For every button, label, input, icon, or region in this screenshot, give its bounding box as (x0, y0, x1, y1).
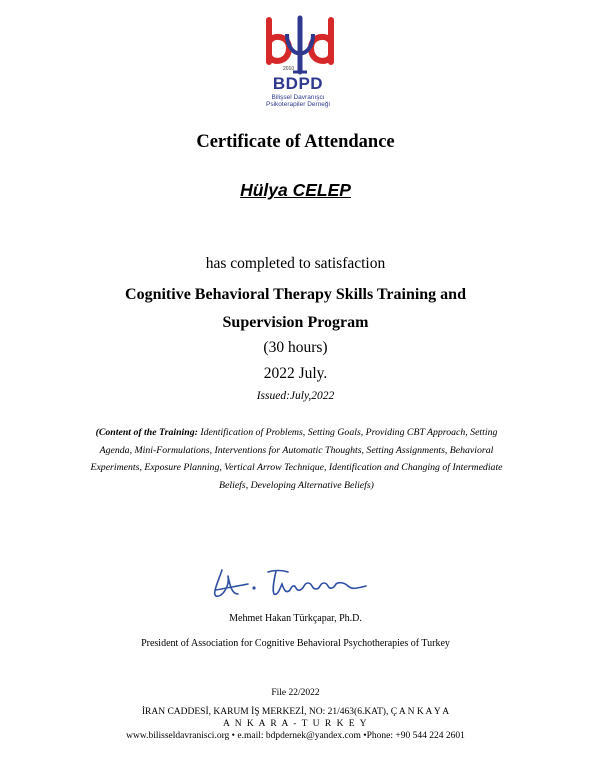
signatory-name: Mehmet Hakan Türkçapar, Ph.D. (229, 613, 362, 624)
certificate-title: Certificate of Attendance (196, 132, 395, 152)
training-content-label: (Content of the Training: (95, 427, 198, 438)
program-title-line1: Cognitive Behavioral Therapy Skills Training and (125, 286, 466, 303)
handwritten-signature (208, 560, 378, 608)
program-title (0, 281, 591, 337)
file-number: File 22/2022 (271, 688, 320, 698)
recipient-name: Hülya CELEP (240, 180, 351, 200)
logo-subtitle (257, 94, 339, 108)
logo-year: 2010 (283, 66, 295, 72)
logo-acronym: BDPD (272, 74, 324, 93)
logo-subtitle-line2: Psikoterapiler Derneği (266, 101, 330, 108)
training-content-text: Identification of Problems, Setting Goals, Providing CBT Approach, Setting Agenda, Mini-Formulations, Interventions for Automatic Thoughts, Setting Assignments, Behavioral Experiments, Exposure Planning, Vertical Arrow Technique, Identification and Changing of Intermediate Beliefs, Developing Alternative Beliefs) (90, 427, 503, 491)
completed-text: has completed to satisfaction (205, 255, 386, 272)
training-content (84, 424, 509, 494)
training-hours: (30 hours) (263, 339, 328, 356)
signatory-role: President of Association for Cognitive Behavioral Psychotherapies of Turkey (141, 638, 450, 649)
issued-date: Issued:July,2022 (256, 390, 335, 402)
contact-line: www.bilisseldavranisci.org • e.mail: bdpdernek@yandex.com •Phone: +90 544 224 2601 (126, 731, 465, 741)
logo-subtitle-line1: Bilişsel Davranışcı (271, 94, 325, 101)
address-line2: A N K A R A - T U R K E Y (222, 719, 368, 729)
program-title-line2: Supervision Program (222, 314, 369, 331)
address-line1: İRAN CADDESİ, KARUM İŞ MERKEZİ, NO: 21/463(6.KAT), Ç A N K A Y A (141, 707, 450, 717)
training-date: 2022 July. (263, 365, 328, 382)
